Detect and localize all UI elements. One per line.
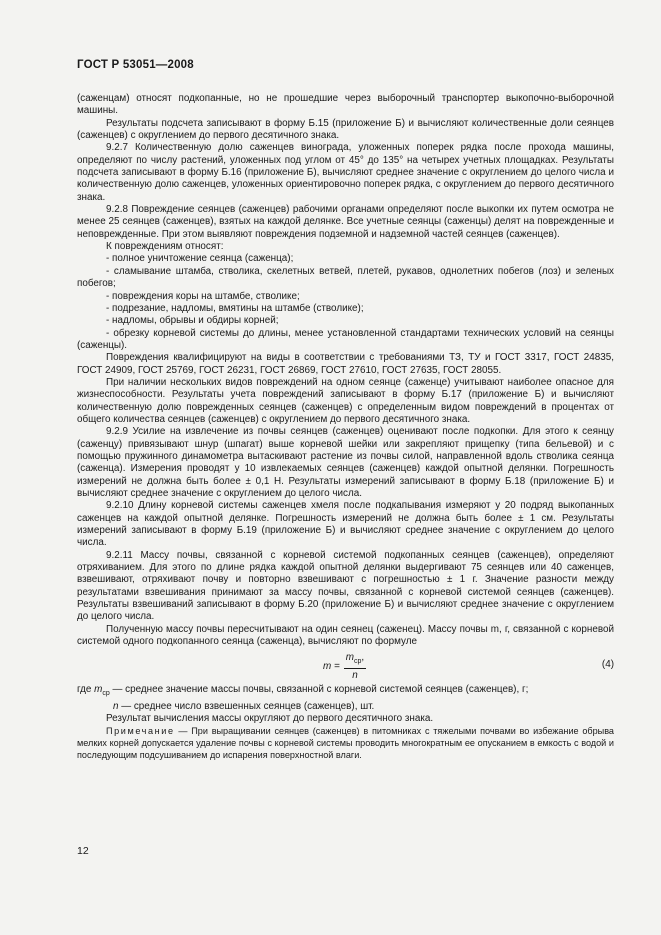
after-formula-text: Результат вычисления массы округляют до первого десятичного знака. bbox=[106, 713, 434, 725]
document-header: ГОСТ Р 53051—2008 bbox=[77, 59, 194, 71]
formula-expression bbox=[323, 652, 366, 681]
paragraph: Результаты подсчета записывают в форму Б.15 (приложение Б) и вычисляют количественные доли сеянцев (саженцев) с округлением до первого десятичного знака. bbox=[77, 117, 614, 142]
paragraph: - подрезание, надломы, вмятины на штамбе (стволике); bbox=[106, 302, 364, 314]
page-number: 12 bbox=[77, 845, 89, 857]
formula-lhs: m = bbox=[323, 660, 340, 672]
paragraph: 9.2.8 Повреждение сеянцев (саженцев) рабочими органами определяют после выкопки их путем осмотра не менее 25 сеянцев (саженцев), взятых на каждой делянке. Все учетные сеянцы (саженцы) делят на поврежденные и неповрежденные. При этом выявляют повреждения подземной и надземной частей сеянцев (саженцев). bbox=[77, 204, 614, 240]
where-line-1: где $m_{ср}$ — среднее значение массы почвы, связанной с корневой системой сеянцев (саженцев), г; bbox=[77, 684, 529, 698]
formula-4 bbox=[77, 651, 614, 681]
formula-numerator: $m_{ср}$, bbox=[344, 652, 366, 669]
paragraph: 9.2.10 Длину корневой системы саженцев хмеля после подкапывания измеряют у 20 подряд выкопанных саженцев на каждой опытной делянке. Погрешность измерений не должна быть более ± 1 см. Результаты измерений записывают в форму Б.19 (приложение Б) и вычисляют среднее значение с округлением до целого числа. bbox=[77, 500, 614, 549]
paragraph: 9.2.9 Усилие на извлечение из почвы сеянцев (саженцев) оценивают после подкопки. Для этого к сеянцу (саженцу) привязывают шнур (шпагат) выше корневой шейки или закрепляют прищепку (типа бельевой) и с помощью пружинного динамометра вытаскивают растение из почвы силой, направленной вдоль стволика сеянца (саженца). Измерения проводят у 10 извлекаемых сеянцев (саженцев) каждой опытной делянки. Погрешность измерений не должна быть более ± 0,1 Н. Результаты измерений записывают в форму Б.18 (приложение Б) и вычисляют среднее значение с округлением до целого числа. bbox=[77, 426, 614, 499]
paragraph: - обрезку корневой системы до длины, менее установленной стандартами технических условий на сеянцы (саженцы). bbox=[77, 327, 614, 351]
paragraph: - сламывание штамба, стволика, скелетных ветвей, плетей, рукавов, однолетних побегов (лоз) и зеленых побегов; bbox=[77, 265, 614, 290]
note-label: Примечание bbox=[106, 726, 175, 737]
paragraph: Полученную массу почвы пересчитывают на один сеянец (саженец). Массу почвы m, г, связанной с корневой системой одного подкопанного сеянца (саженца), вычисляют по формуле bbox=[77, 623, 614, 648]
note bbox=[77, 725, 614, 761]
paragraph: - повреждения коры на штамбе, стволике; bbox=[106, 290, 300, 302]
paragraph-list bbox=[77, 93, 614, 648]
formula-number: (4) bbox=[601, 659, 614, 671]
paragraph: При наличии нескольких видов повреждений на одном сеянце (саженце) учитывают наиболее опасное для жизнеспособности. Результаты учета повреждений записывают в форму Б.17 (приложение Б) и вычисляют количественную долю поврежденных сеянцев (саженцев) с определенным видом повреждений в процентах от общего количества сеянцев (саженцев) с округлением до первого десятичного знака. bbox=[77, 376, 614, 425]
formula-fraction bbox=[344, 652, 366, 681]
where-line-2: n — среднее число взвешенных сеянцев (саженцев), шт. bbox=[113, 700, 375, 712]
paragraph: - надломы, обрывы и обдиры корней; bbox=[106, 315, 279, 327]
paragraph: (саженцам) относят подкопанные, но не прошедшие через выборочный транспортер выкопочно-выборочной машины. bbox=[77, 93, 614, 117]
paragraph: Повреждения квалифицируют на виды в соответствии с требованиями ТЗ, ТУ и ГОСТ 3317, ГОСТ 24835, ГОСТ 24909, ГОСТ 25769, ГОСТ 26231, ГОСТ 26869, ГОСТ 27610, ГОСТ 27635, ГОСТ 28055. bbox=[77, 352, 614, 376]
paragraph: 9.2.7 Количественную долю саженцев винограда, уложенных поперек рядка после прохода машины, определяют по числу растений, уложенных под углом от 45° до 135° на четырех учетных площадках. Результаты подсчета записывают в форму Б.16 (приложение Б), вычисляют среднее значение с округлением до целого числа и количественную долю саженцев, уложенных ориентировочно поперек рядка, с округлением до первого десятичного знака. bbox=[77, 142, 614, 203]
document-body bbox=[77, 93, 614, 761]
paragraph: - полное уничтожение сеянца (саженца); bbox=[106, 253, 294, 265]
paragraph: К повреждениям относят: bbox=[106, 241, 224, 253]
note-text: — При выращивании сеянцев (саженцев) в питомниках с тяжелыми почвами во избежание обрыва мелких корней допускается удаление почвы с корневой системы проводить многократным ее опусканием в емкость с водой и последующим подсушиванием до испарения поверхностной влаги. bbox=[77, 726, 614, 761]
paragraph: 9.2.11 Массу почвы, связанной с корневой системой подкопанных сеянцев (саженцев), определяют отряхиванием. Для этого по длине рядка каждой опытной делянки выдергивают 75 сеянцев или 40 саженцев, взвешивают, отряхивают почву и повторно взвешивают с погрешностью ± 1 г. Значение разности между результатами взвешивания принимают за массу почвы, связанной с корневой системой сеянцев (саженцев). Результаты взвешиваний записывают в форму Б.20 (приложение Б) и вычисляют среднее значение с округлением до целого числа. bbox=[77, 549, 614, 623]
formula-denominator: n bbox=[352, 670, 358, 682]
